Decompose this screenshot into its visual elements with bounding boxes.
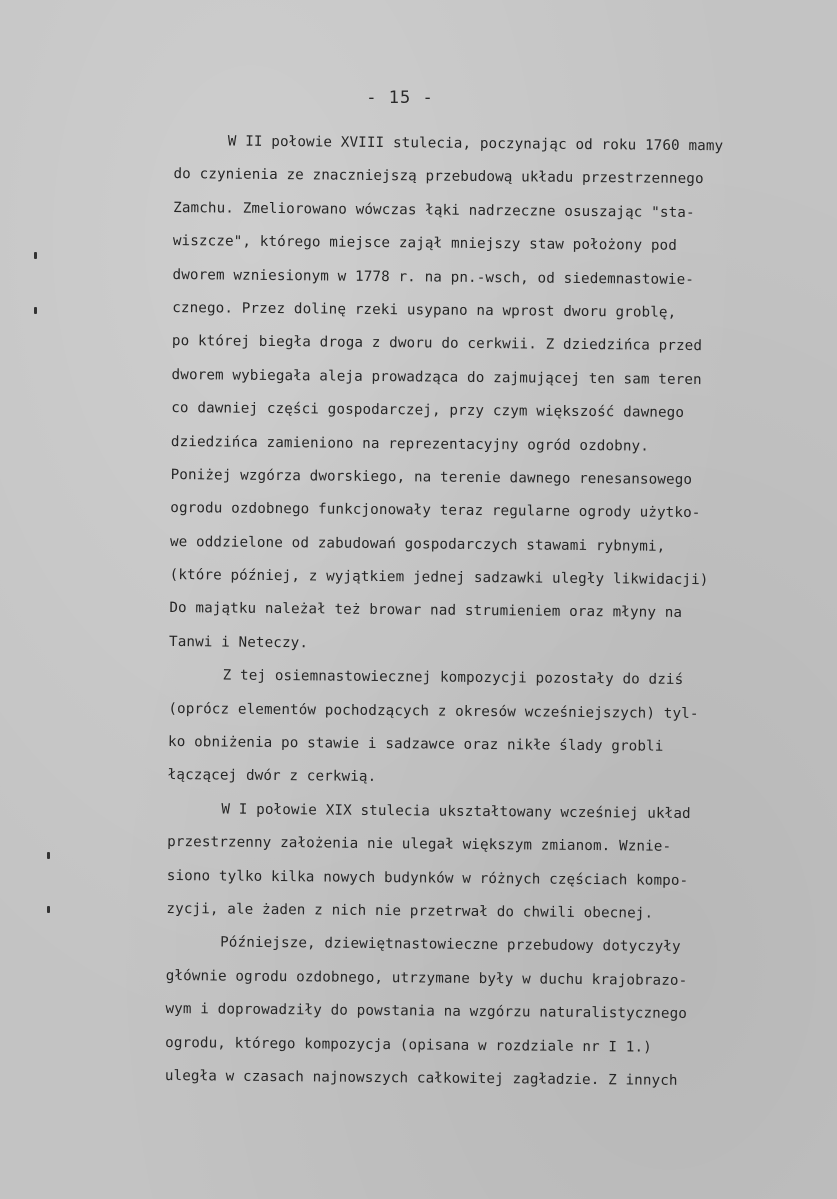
text-line: (oprócz elementów pochodzących z okresów wcześniejszych) tyl- <box>168 700 699 722</box>
text-line: Do majątku należał też browar nad strumieniem oraz młyny na <box>169 600 683 622</box>
text-line: ogrodu, którego kompozycja (opisana w rozdziale nr I 1.) <box>165 1034 652 1056</box>
text-line: wym i doprowadziły do powstania na wzgórzu naturalistycznego <box>165 1001 688 1023</box>
text-line: dworem wybiegała aleja prowadząca do zajmującej ten sam teren <box>171 366 702 388</box>
body-text <box>165 125 826 1100</box>
text-line: po której biegła droga z dworu do cerkwii. Z dziedzińca przed <box>171 333 703 355</box>
margin-mark <box>34 307 37 314</box>
text-line: Z tej osiemnastowiecznej kompozycji pozostały do dziś <box>222 667 684 689</box>
text-line: W II połowie XVIII stulecia, poczynając od roku 1760 mamy <box>227 133 724 155</box>
text-line: przestrzenny założenia nie ulegał większym zmianom. Wznie- <box>167 834 672 856</box>
text-line: dziedzińca zamieniono na reprezentacyjny ogród ozdobny. <box>170 433 650 455</box>
text-line: ko obniżenia po stawie i sadzawce oraz nikłe ślady grobli <box>168 734 664 755</box>
margin-mark <box>47 906 50 913</box>
text-line: Tanwi i Neteczy. <box>168 633 309 652</box>
text-line: cznego. Przez dolinę rzeki usypano na wprost dworu groblę, <box>172 299 677 321</box>
margin-mark <box>34 252 37 259</box>
text-line: łączącej dwór z cerkwią. <box>167 767 377 786</box>
text-line: dworem wzniesionym w 1778 r. na pn.-wsch, od siedemnastowie- <box>172 266 695 288</box>
margin-mark <box>47 852 50 859</box>
page-number: - 15 - <box>366 88 434 108</box>
text-line: wiszcze", którego miejsce zajął mniejszy staw położony pod <box>172 233 678 255</box>
text-line: zycji, ale żaden z nich nie przetrwał do chwili obecnej. <box>166 900 654 922</box>
text-line: Poniżej wzgórza dworskiego, na terenie dawnego renesansowego <box>170 466 693 488</box>
text-line: (które później, z wyjątkiem jednej sadzawki uległy likwidacji) <box>169 567 709 589</box>
text-line: siono tylko kilka nowych budynków w różnych częściach kompo- <box>166 867 689 889</box>
text-line: Późniejsze, dziewiętnastowieczne przebudowy dotyczyły <box>220 934 681 956</box>
text-line: do czynienia ze znaczniejszą przebudową układu przestrzennego <box>173 166 704 188</box>
text-line: uległa w czasach najnowszych całkowitej zagładzie. Z innych <box>164 1067 678 1089</box>
text-line: we oddzielone od zabudowań gospodarczych stawami rybnymi, <box>169 533 666 555</box>
text-line: głównie ogrodu ozdobnego, utrzymane były w duchu krajobrazo- <box>165 967 688 989</box>
text-line: W I połowie XIX stulecia ukształtowany wcześniej układ <box>221 801 691 822</box>
text-line: Zamchu. Zmeliorowano wówczas łąki nadrzeczne osuszając "sta- <box>173 199 695 221</box>
text-line: ogrodu ozdobnego funkcjonowały teraz regularne ogrody użytko- <box>170 500 701 522</box>
text-line: co dawniej części gospodarczej, przy czym większość dawnego <box>171 400 685 422</box>
